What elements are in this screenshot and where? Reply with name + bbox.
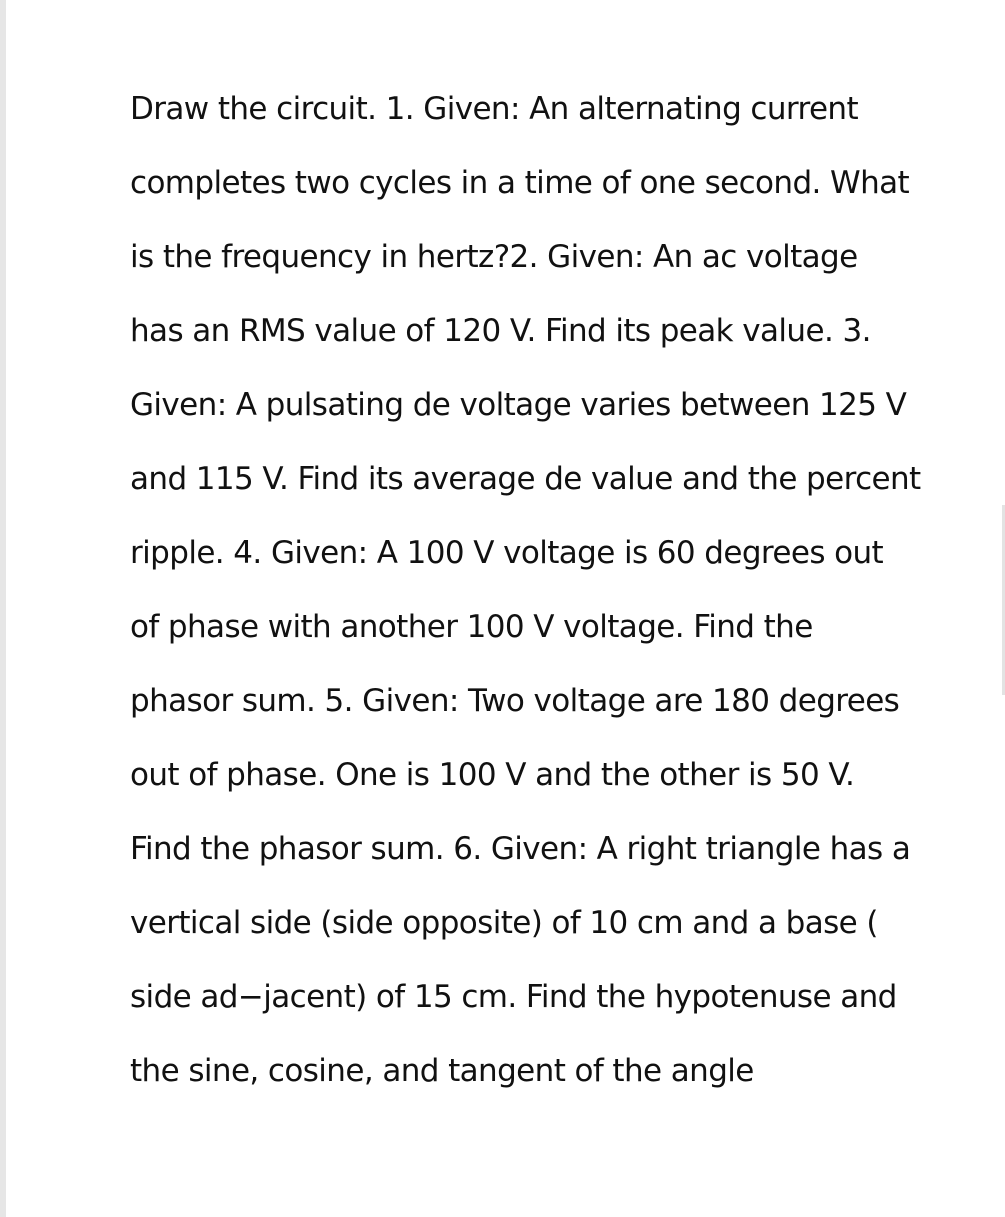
text-line: side ad−jacent) of 15 cm. Find the hypotenuse and [130,979,897,1015]
text-line: Find the phasor sum. 6. Given: A right triangle has a [130,831,911,867]
text-line: of phase with another 100 V voltage. Find the [130,609,813,645]
question-text-block [130,72,1000,1108]
text-line: completes two cycles in a time of one second. What [130,165,910,201]
text-line: out of phase. One is 100 V and the other is 50 V. [130,757,855,793]
text-line: has an RMS value of 120 V. Find its peak value. 3. [130,313,871,349]
text-line: ripple. 4. Given: A 100 V voltage is 60 degrees out [130,535,884,571]
text-line: the sine, cosine, and tangent of the angle [130,1053,754,1089]
text-line: phasor sum. 5. Given: Two voltage are 180 degrees [130,683,900,719]
text-line: Given: A pulsating de voltage varies between 125 V [130,387,907,423]
text-line: is the frequency in hertz?2. Given: An ac voltage [130,239,858,275]
text-line: Draw the circuit. 1. Given: An alternating current [130,91,859,127]
text-line: and 115 V. Find its average de value and the percent [130,461,921,497]
left-border [0,0,6,1217]
text-line: vertical side (side opposite) of 10 cm and a base ( [130,905,878,941]
